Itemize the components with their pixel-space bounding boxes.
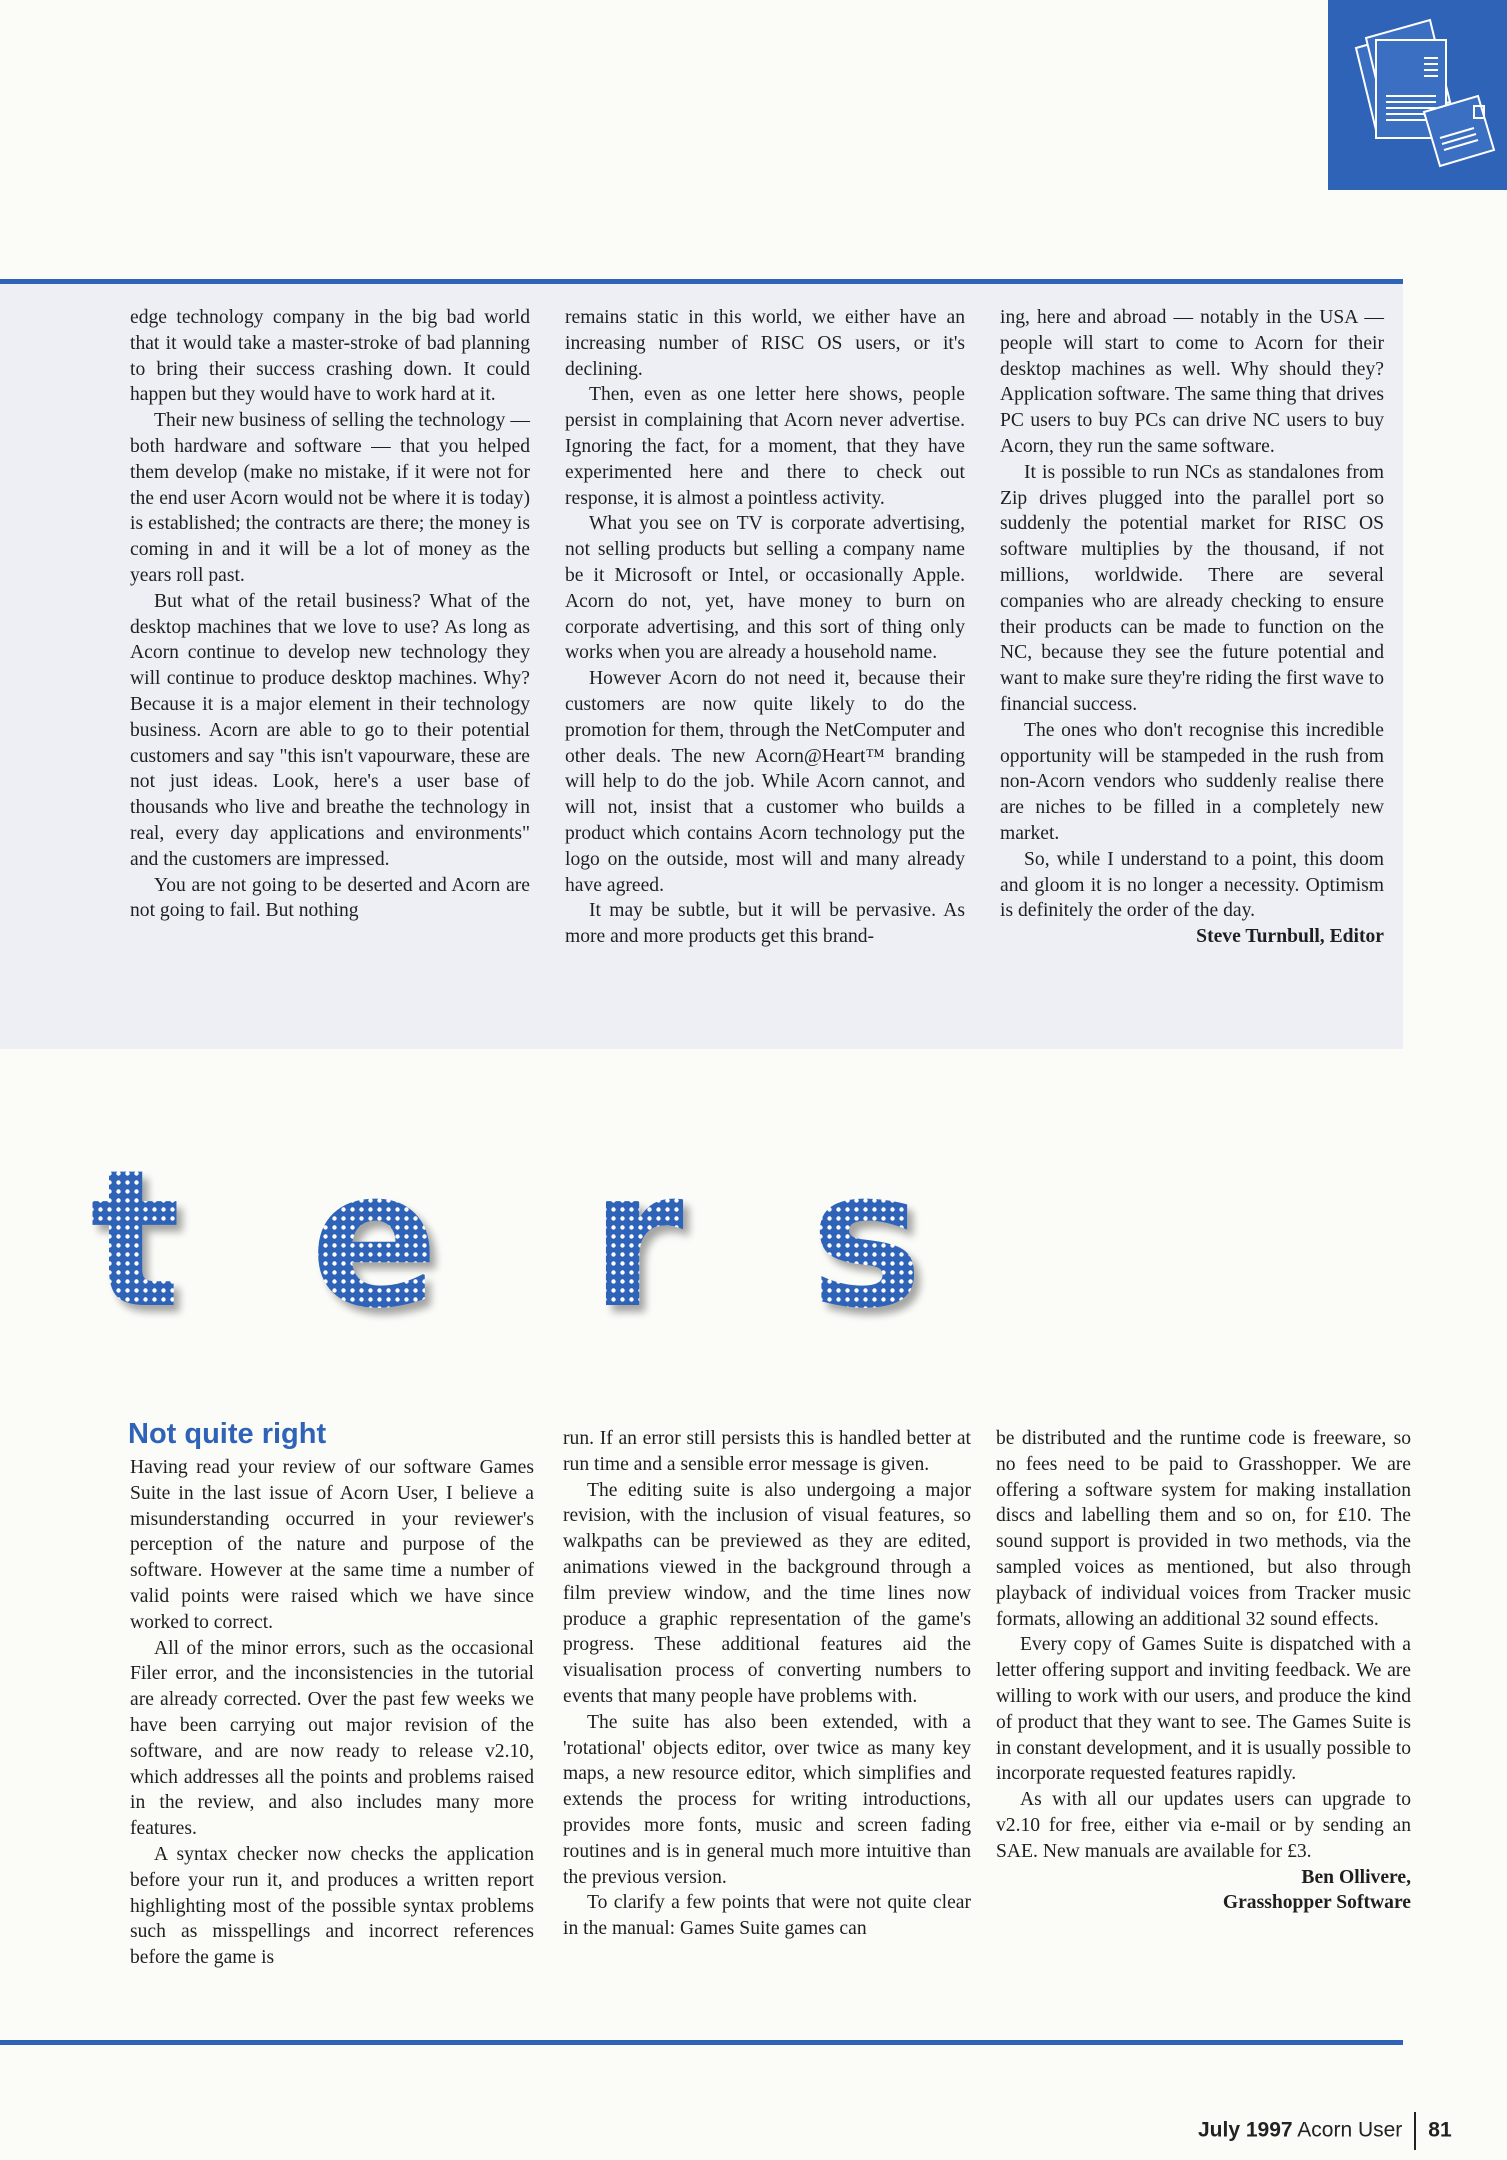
paragraph: What you see on TV is corporate advertising, not selling products but selling a company name be it Microsoft or Intel, or occasionally Apple. Acorn do not, yet, have money to burn on corporate advertising, and this sort of thing only works when you are already a household name. xyxy=(565,513,965,664)
paragraph: A syntax checker now checks the application before your run it, and produces a written report highlighting most of the possible syntax problems such as misspellings and incorrect references before the game is xyxy=(130,1843,534,1969)
paragraph: It may be subtle, but it will be pervasive. As more and more products get this brand- xyxy=(565,900,965,948)
paragraph: run. If an error still persists this is handled better at run time and a sensible error message is given. xyxy=(563,1428,971,1475)
paragraph: But what of the retail business? What of the desktop machines that we love to use? As long as Acorn continue to develop new technology they will continue to produce desktop machines. Why? Because it is a major element in their technology business. Acorn are able to go to their potential customers and say "this isn't vapourware, these are not just ideas. Look, here's a user base of thousands who live and breathe the technology in real, every day applications and environments" and the customers are impressed. xyxy=(130,590,530,870)
paragraph: Having read your review of our software Games Suite in the last issue of Acorn User, I believe a misunderstanding occurred in your reviewer's perception of the nature and purpose of the software. However at the same time a number of valid points were raised which we have since worked to correct. xyxy=(130,1457,534,1633)
paragraph: The suite has also been extended, with a 'rotational' objects editor, over twice as many key maps, a new resource editor, which simplifies and extends the process for writing introductions, provides more fonts, music and screen fading routines and is in general much more intuitive than the previous version. xyxy=(563,1711,971,1888)
letter-column-1 xyxy=(130,1455,534,1971)
letter-headline: Not quite right xyxy=(128,1418,327,1450)
letter-e: e xyxy=(310,1129,439,1325)
footer-magazine: Acorn User xyxy=(1297,2118,1403,2142)
editorial-column-1 xyxy=(130,305,530,924)
letter-signature-company: Grasshopper Software xyxy=(1222,1892,1411,1914)
paragraph: Every copy of Games Suite is dispatched with a letter offering support and inviting feedback. We are willing to work with our users, and produce the kind of product that they want to see. The Games Suite is in constant development, and it is usually possible to incorporate requested features rapidly. xyxy=(996,1634,1411,1785)
paragraph: To clarify a few points that were not quite clear in the manual: Games Suite games can xyxy=(563,1892,971,1940)
footer-divider xyxy=(1414,2112,1416,2150)
paragraph: You are not going to be deserted and Acorn are not going to fail. But nothing xyxy=(130,874,530,922)
page-footer xyxy=(1198,2112,1452,2150)
paragraph: All of the minor errors, such as the occasional Filer error, and the inconsistencies in the tutorial are already corrected. Over the past few weeks we have been carrying out major revision of the software, and are now ready to release v2.10, which addresses all the points and problems raised in the review, and also includes many more features. xyxy=(130,1637,534,1840)
letter-signature-name: Ben Ollivere, xyxy=(1301,1866,1411,1888)
letter-t: t xyxy=(90,1129,181,1325)
paragraph: It is possible to run NCs as standalones from Zip drives plugged into the parallel port so suddenly the potential market for RISC OS software multiplies by the thousand, if not millions, worldwide. There are several companies who are already checking to ensure their products can be made to function on the NC, because they see the future potential and want to make sure they're riding the first wave to financial success. xyxy=(1000,461,1384,715)
bottom-rule xyxy=(0,2040,1403,2045)
paragraph: be distributed and the runtime code is freeware, so no fees need to be paid to Grasshopper. We are offering a software system for making installation discs and labelling them and so on, for £10. The sound support is provided in two methods, via the sampled voices as mentioned, but also through playback of individual voices from Tracker music formats, allowing an additional 32 sound effects. xyxy=(996,1428,1411,1630)
paragraph: Then, even as one letter here shows, people persist in complaining that Acorn never advertise. Ignoring the fact, for a moment, that they have experimented here and there to check out response, it is almost a pointless activity. xyxy=(565,384,965,509)
editorial-column-3 xyxy=(1000,305,1384,950)
paragraph: However Acorn do not need it, because their customers are now quite likely to do the promotion for them, through the NetComputer and other deals. The new Acorn@Heart™ branding will help to do the job. While Acorn cannot, and will not, insist that a customer who builds a product which contains Acorn technology put the logo on the outside, most will and many already have agreed. xyxy=(565,668,965,896)
paragraph: Their new business of selling the technology — both hardware and software — that you helped them develop (make no mistake, if it were not for the end user Acorn would not be where it is today) is established; the contracts are there; the money is coming in and it will be a lot of money as the years roll past. xyxy=(130,410,530,586)
letter-r: r xyxy=(590,1129,684,1325)
paragraph: So, while I understand to a point, this doom and gloom it is no longer a necessity. Optimism is definitely the order of the day. xyxy=(1000,848,1384,922)
paragraph: ing, here and abroad — notably in the USA — people will start to come to Acorn for their desktop machines as well. Why should they? Application software. The same thing that drives PC users to buy PCs can drive NC users to buy Acorn, they run the same software. xyxy=(1000,307,1384,457)
paragraph: As with all our updates users can upgrade to v2.10 for free, either via e-mail or by sending an SAE. New manuals are available for £3. xyxy=(996,1789,1411,1862)
letters-documents-icon xyxy=(1328,0,1507,190)
paragraph: The editing suite is also undergoing a major revision, with the inclusion of visual features, so walkpaths can be previewed as they are edited, animations viewed in the background through a film preview window, and the time lines now produce a graphic representation of the game's progress. These additional features aid the visualisation process of converting numbers to events that many people have problems with. xyxy=(563,1479,971,1707)
top-rule xyxy=(0,279,1403,284)
paragraph: edge technology company in the big bad world that it would take a master-stroke of bad planning to bring their success crashing down. It could happen but they would have to work hard at it. xyxy=(130,307,530,406)
editorial-signature: Steve Turnbull, Editor xyxy=(1196,926,1384,948)
letter-column-2 xyxy=(563,1426,971,1942)
corner-badge xyxy=(1328,0,1507,190)
dotted-letters-graphic xyxy=(60,1115,1020,1325)
letter-column-3 xyxy=(996,1426,1411,1916)
editorial-column-2 xyxy=(565,305,965,950)
paragraph: remains static in this world, we either have an increasing number of RISC OS users, or it's declining. xyxy=(565,307,965,380)
paragraph: The ones who don't recognise this incredible opportunity will be stampeded in the rush from non-Acorn vendors who suddenly realise there are niches to be filled in a completely new market. xyxy=(1000,719,1384,844)
page-number: 81 xyxy=(1428,2118,1452,2142)
footer-date: July 1997 xyxy=(1198,2118,1293,2142)
letter-s: s xyxy=(810,1129,924,1325)
